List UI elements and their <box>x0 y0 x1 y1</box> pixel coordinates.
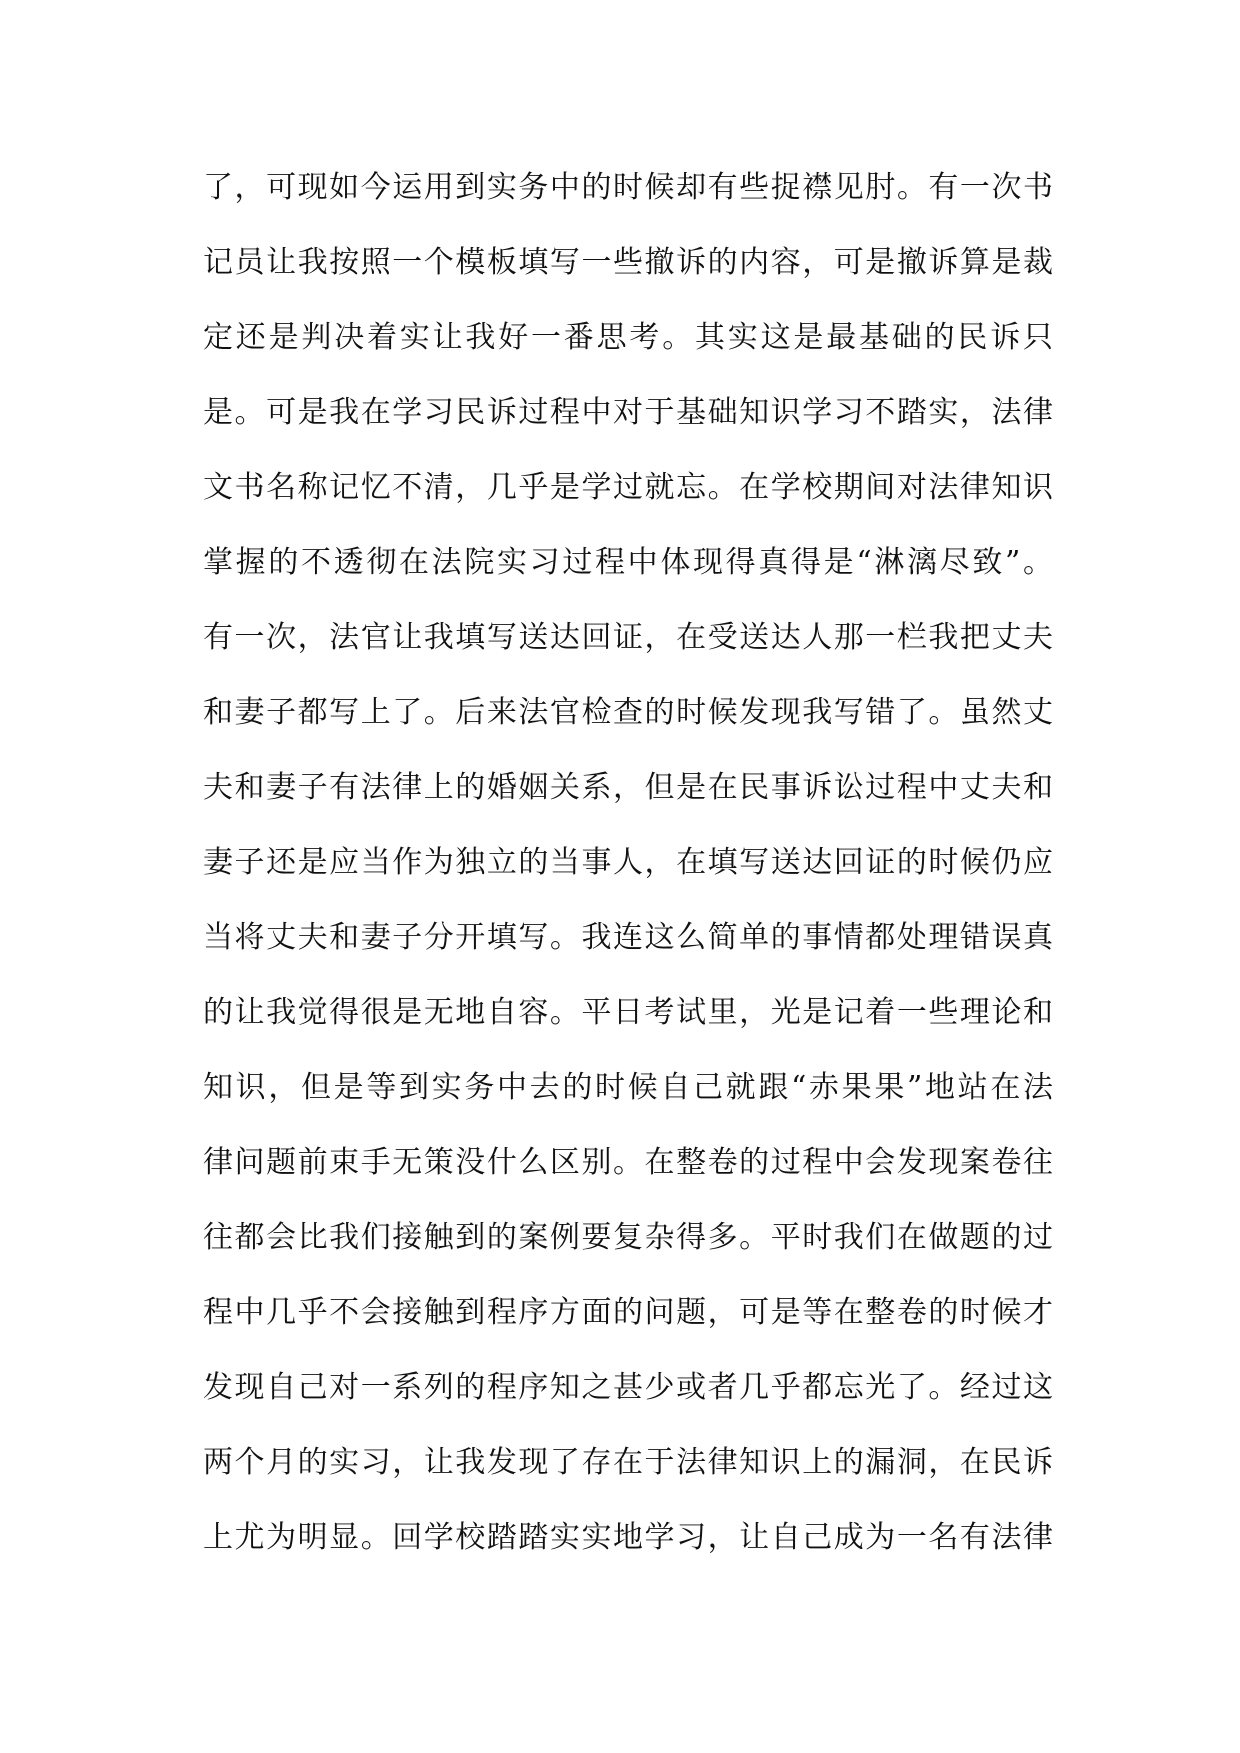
text-line: 发现自己对一系列的程序知之甚少或者几乎都忘光了。经过这 <box>203 1370 1053 1405</box>
text-line: 掌握的不透彻在法院实习过程中体现得真得是“淋漓尽致”。 <box>203 545 1053 580</box>
text-line: 程中几乎不会接触到程序方面的问题，可是等在整卷的时候才 <box>203 1295 1053 1330</box>
text-line: 律问题前束手无策没什么区别。在整卷的过程中会发现案卷往 <box>203 1145 1053 1180</box>
text-line: 知识，但是等到实务中去的时候自己就跟“赤果果”地站在法 <box>203 1070 1053 1105</box>
text-line: 妻子还是应当作为独立的当事人，在填写送达回证的时候仍应 <box>203 845 1053 880</box>
text-line: 当将丈夫和妻子分开填写。我连这么简单的事情都处理错误真 <box>203 920 1053 955</box>
text-line: 定还是判决着实让我好一番思考。其实这是最基础的民诉只 <box>203 320 1053 355</box>
text-line: 文书名称记忆不清，几乎是学过就忘。在学校期间对法律知识 <box>203 470 1053 505</box>
text-line: 和妻子都写上了。后来法官检查的时候发现我写错了。虽然丈 <box>203 695 1053 730</box>
text-line: 往都会比我们接触到的案例要复杂得多。平时我们在做题的过 <box>203 1220 1053 1255</box>
text-line: 夫和妻子有法律上的婚姻关系，但是在民事诉讼过程中丈夫和 <box>203 770 1053 805</box>
body-paragraph <box>203 158 1053 1583</box>
text-line: 的让我觉得很是无地自容。平日考试里，光是记着一些理论和 <box>203 995 1053 1030</box>
text-line: 了，可现如今运用到实务中的时候却有些捉襟见肘。有一次书 <box>203 170 1053 205</box>
text-line: 是。可是我在学习民诉过程中对于基础知识学习不踏实，法律 <box>203 395 1053 430</box>
text-line: 两个月的实习，让我发现了存在于法律知识上的漏洞，在民诉 <box>203 1445 1053 1480</box>
text-line: 有一次，法官让我填写送达回证，在受送达人那一栏我把丈夫 <box>203 620 1053 655</box>
text-line: 记员让我按照一个模板填写一些撤诉的内容，可是撤诉算是裁 <box>203 245 1053 280</box>
text-line: 上尤为明显。回学校踏踏实实地学习，让自己成为一名有法律 <box>203 1520 1053 1555</box>
